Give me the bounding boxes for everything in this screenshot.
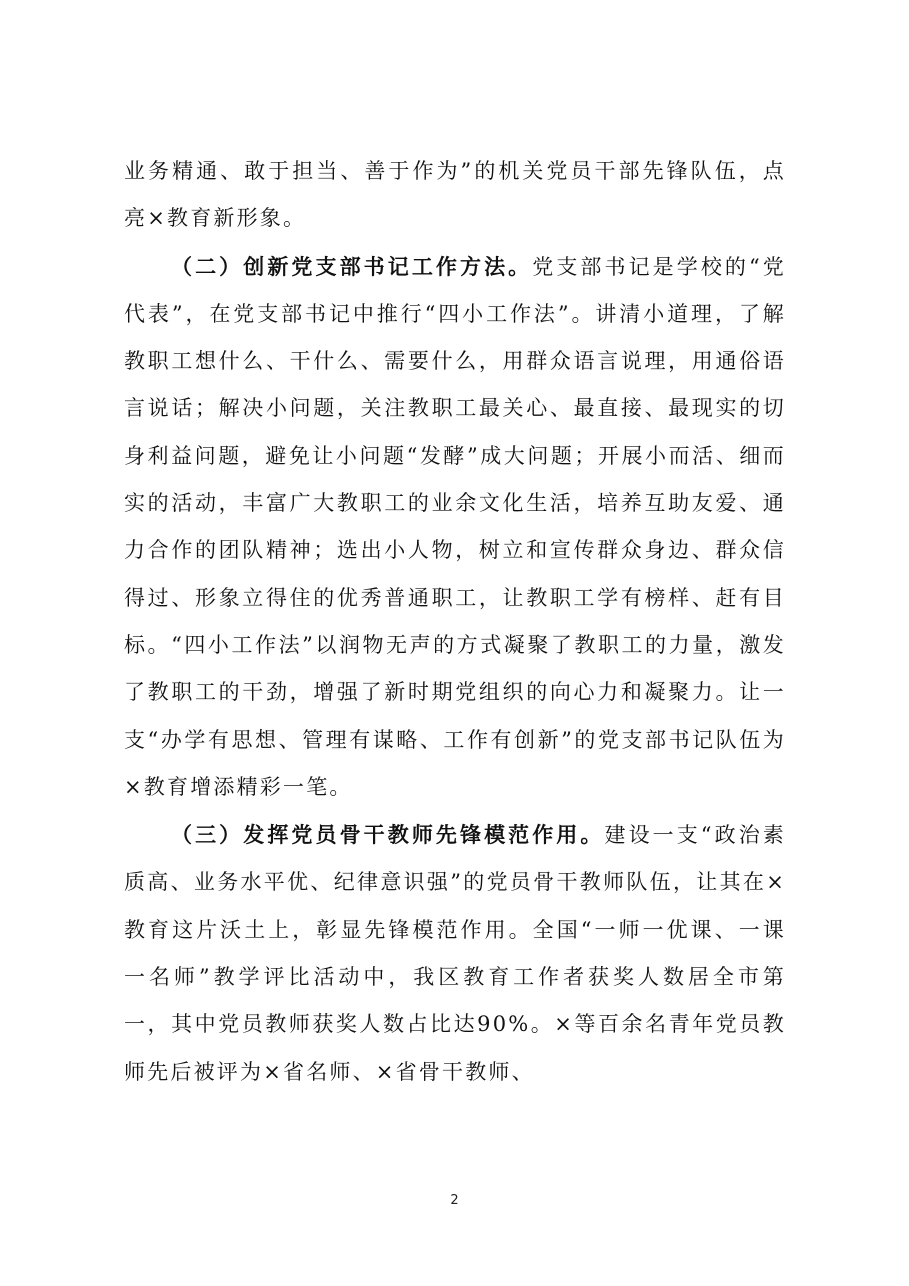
paragraph-text: 党支部书记是学校的“党代表”，在党支部书记中推行“四小工作法”。讲清小道理，了解教职工想什么、干什么、需要什么，用群众语言说理，用通俗语言说话；解决小问题，关注教职工最关心、最直接、最现实的切身利益问题，避免让小问题“发酵”成大问题；开展小而活、细而实的活动，丰富广大教职工的业余文化生活，培养互助友爱、通力合作的团队精神；选出小人物，树立和宣传群众身边、群众信得过、形象立得住的优秀普通职工，让教职工学有榜样、赶有目标。“四小工作法”以润物无声的方式凝聚了教职工的力量，激发了教职工的干劲，增强了新时期党组织的向心力和凝聚力。让一支“办学有思想、管理有谋略、工作有创新”的党支部书记队伍为×教育增添精彩一笔。 bbox=[124, 254, 787, 799]
section-heading-two: （二）创新党支部书记工作方法。 bbox=[171, 253, 533, 279]
section-heading-three: （三）发挥党员骨干教师先锋模范作用。 bbox=[171, 822, 605, 848]
paragraph-section-two bbox=[124, 243, 786, 812]
paragraph-text: 建设一支“政治素质高、业务水平优、纪律意识强”的党员骨干教师队伍，让其在×教育这片沃土上，彰显先锋模范作用。全国“一师一优课、一课一名师”教学评比活动中，我区教育工作者获奖人数居全市第一，其中党员教师获奖人数占比达90%。×等百余名青年党员教师先后被评为×省名师、×省骨干教师、 bbox=[124, 823, 786, 1084]
document-body bbox=[124, 148, 786, 1096]
paragraph-text: 业务精通、敢于担当、善于作为”的机关党员干部先锋队伍，点亮×教育新形象。 bbox=[124, 159, 786, 231]
paragraph-continuation bbox=[124, 148, 786, 243]
page-number: 2 bbox=[450, 1193, 459, 1208]
paragraph-section-three bbox=[124, 811, 786, 1096]
